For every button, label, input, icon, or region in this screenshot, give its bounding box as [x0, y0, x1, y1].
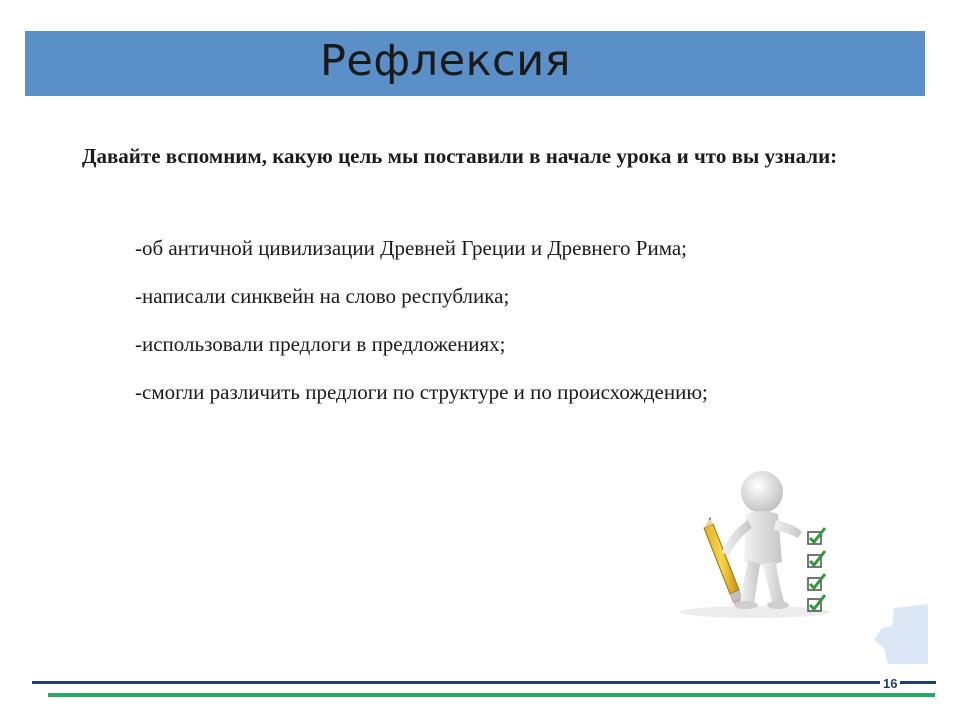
list-item: -написали синквейн на слово республика;: [135, 284, 510, 308]
person-with-pencil-checklist-icon: [660, 462, 890, 630]
intro-text: Давайте вспомним, какую цель мы поставили в начале урока и что вы узнали:: [82, 144, 838, 168]
list-item: -смогли различить предлоги по структуре и по происхождению;: [135, 380, 708, 404]
slide-title: Рефлексия: [320, 36, 572, 86]
footer-divider-green: [48, 693, 935, 697]
list-item: -об античной цивилизации Древней Греции и Древнего Рима;: [135, 236, 687, 260]
page-number: 16: [880, 676, 900, 691]
corner-decoration-icon: [872, 604, 928, 664]
footer-divider-dark: [32, 681, 936, 684]
checklist-icon: [808, 528, 825, 611]
reflection-list: [135, 224, 708, 416]
list-item: -использовали предлоги в предложениях;: [135, 332, 506, 356]
